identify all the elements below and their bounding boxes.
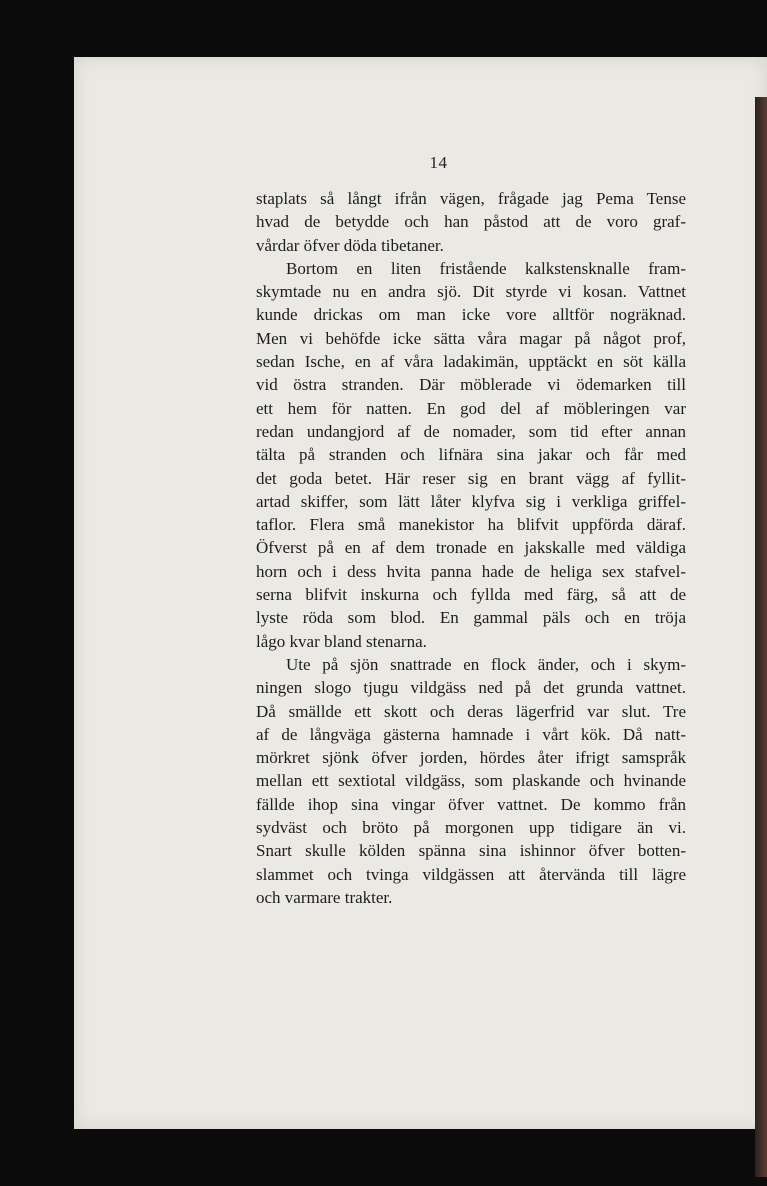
text-line: det goda betet. Här reser sig en brant vägg af fyllit-: [256, 468, 686, 488]
text-line: sydväst och bröto på morgonen upp tidigare än vi.: [256, 818, 686, 838]
text-line: sedan Ische, en af våra ladakimän, upptäckt en söt källa: [256, 352, 686, 372]
text-line: och varmare trakter.: [256, 887, 393, 907]
paragraph: [256, 653, 686, 909]
paragraph: [256, 187, 686, 257]
text-line: mörkret sjönk öfver jorden, hördes åter ifrigt samspråk: [256, 748, 686, 768]
text-line: vårdar öfver döda tibetaner.: [256, 235, 444, 255]
text-line: lågo kvar bland stenarna.: [256, 631, 427, 651]
text-line: fällde ihop sina vingar öfver vattnet. De kommo från: [256, 794, 686, 814]
text-line: lyste röda som blod. En gammal päls och en tröja: [256, 608, 686, 628]
text-line: redan undangjord af de nomader, som tid efter annan: [256, 421, 686, 441]
text-line: taflor. Flera små manekistor ha blifvit uppförda däraf.: [256, 515, 686, 535]
text-line: Bortom en liten fristående kalkstensknalle fram-: [286, 258, 686, 278]
text-line: tälta på stranden och lifnära sina jakar och får med: [256, 445, 686, 465]
text-line: serna blifvit inskurna och fyllda med färg, så att de: [256, 585, 686, 605]
text-line: artad skiffer, som lätt låter klyfva sig i verkliga griffel-: [256, 491, 686, 511]
text-line: vid östra stranden. Där möblerade vi ödemarken till: [256, 375, 686, 395]
text-line: ett hem för natten. En god del af möbleringen var: [256, 398, 686, 418]
text-line: slammet och tvinga vildgässen att återvända till lägre: [256, 864, 686, 884]
page-edge: [755, 97, 767, 1177]
text-line: af de långväga gästerna hamnade i vårt kök. Då natt-: [256, 724, 686, 744]
text-line: horn och i dess hvita panna hade de heliga sex stafvel-: [256, 561, 686, 581]
book-page: [74, 57, 767, 1129]
page-number: 14: [429, 153, 448, 172]
text-line: Men vi behöfde icke sätta våra magar på något prof,: [256, 328, 686, 348]
text-line: skymtade nu en andra sjö. Dit styrde vi kosan. Vattnet: [256, 282, 686, 302]
text-line: Då smällde ett skott och deras lägerfrid var slut. Tre: [256, 701, 686, 721]
text-line: kunde drickas om man icke vore alltför nogräknad.: [256, 305, 686, 325]
paragraph: [256, 257, 686, 653]
text-line: ningen slogo tjugu vildgäss ned på det grunda vattnet.: [256, 678, 686, 698]
text-line: hvad de betydde och han påstod att de voro graf-: [256, 212, 686, 232]
text-line: staplats så långt ifrån vägen, frågade jag Pema Tense: [256, 189, 686, 208]
text-line: Ute på sjön snattrade en flock änder, och i skym-: [286, 654, 686, 674]
text-line: Öfverst på en af dem tronade en jakskalle med väldiga: [256, 538, 686, 558]
text-line: mellan ett sextiotal vildgäss, som plaskande och hvinande: [256, 771, 686, 791]
body-text: [256, 187, 686, 909]
text-line: Snart skulle kölden spänna sina ishinnor öfver botten-: [256, 841, 686, 861]
